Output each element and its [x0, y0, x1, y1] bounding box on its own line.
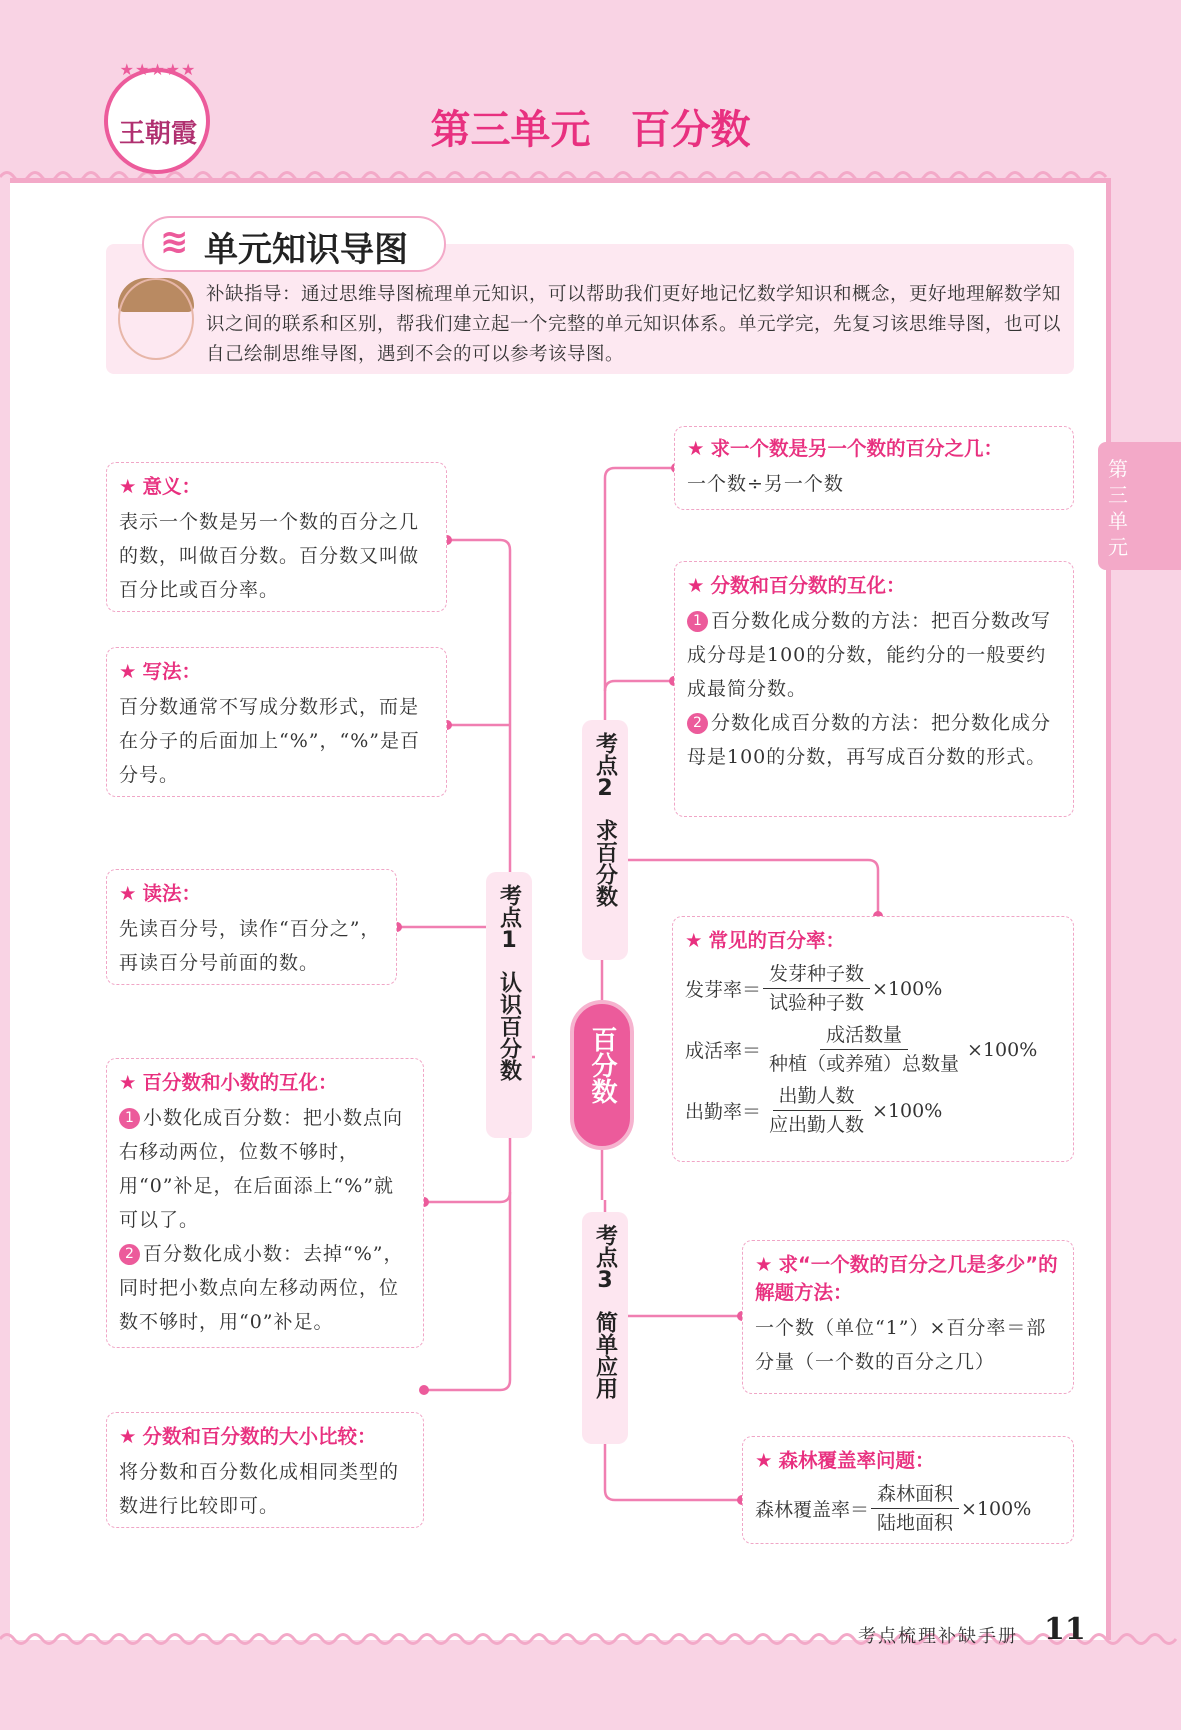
forest-coverage-formula [755, 1481, 1061, 1536]
meaning-body: 表示一个数是另一个数的百分之几的数，叫做百分数。百分数又叫做百分比或百分率。 [119, 511, 420, 601]
star-icon: ★ [119, 882, 137, 905]
method-box [742, 1240, 1074, 1394]
fraction-conversion-box [674, 561, 1074, 817]
numerator: 发芽种子数 [763, 961, 870, 989]
number-badge-1: 1 [687, 611, 708, 632]
kaodian-1-num: 1 [501, 928, 517, 953]
star-icon: ★ [687, 574, 705, 597]
page-title: 第三单元 百分数 [430, 107, 751, 153]
kaodian-3-label: 考点 [592, 1224, 618, 1268]
kaodian-2-topic: 求百分数 [592, 819, 618, 907]
method-body: 一个数（单位“1”）×百分率＝部分量（一个数的百分之几） [755, 1317, 1047, 1373]
fraction-point-1: 百分数化成分数的方法：把百分数改写成分母是100的分数，能约分的一般要约成最简分数。 [687, 610, 1052, 700]
formula-name: 森林覆盖率＝ [755, 1499, 870, 1521]
kaodian-3-node[interactable] [582, 1212, 628, 1444]
rates-title: 常见的百分率： [708, 929, 845, 952]
number-badge-1: 1 [119, 1108, 140, 1129]
formula-tail: ×100% [872, 1099, 943, 1122]
center-node[interactable] [570, 1000, 634, 1150]
kaodian-3-topic: 简单应用 [592, 1311, 618, 1399]
intro-text: 补缺指导：通过思维导图梳理单元知识，可以帮助我们更好地记忆数学知识和概念，更好地理解数学知识之间的联系和区别，帮我们建立起一个完整的单元知识体系。单元学完，先复习该思维导图，也可以自己绘制思维导图，遇到不会的可以参考该导图。 [206, 284, 1062, 365]
kaodian-2-label: 考点 [592, 732, 618, 776]
center-node-label: 百分数 [587, 1026, 617, 1104]
meaning-box [106, 462, 447, 612]
writing-box [106, 647, 447, 797]
decimal-conversion-box [106, 1058, 424, 1348]
ratio-title: 求一个数是另一个数的百分之几： [710, 437, 1003, 460]
method-title: 求“一个数的百分之几是多少”的解题方法： [755, 1253, 1058, 1304]
denominator: 陆地面积 [877, 1512, 954, 1534]
star-icon: ★ [687, 437, 705, 460]
reading-box [106, 869, 397, 985]
fraction-title: 分数和百分数的互化： [710, 574, 906, 597]
star-icon: ★ [119, 660, 137, 683]
logo-name: 王朝霞 [118, 119, 197, 149]
star-icon: ★ [755, 1253, 773, 1276]
reading-title: 读法： [142, 882, 201, 905]
star-icon: ★ [119, 475, 137, 498]
germination-rate-formula [685, 961, 1061, 1016]
numerator: 成活数量 [820, 1022, 908, 1050]
compare-box [106, 1412, 424, 1528]
wave-lines-icon: ≋ [160, 222, 189, 262]
logo-stars-icon: ★★★★★ [119, 60, 197, 79]
fraction-point-2: 分数化成百分数的方法：把分数化成分母是100的分数，再写成百分数的形式。 [687, 712, 1052, 768]
kaodian-2-node[interactable] [582, 720, 628, 960]
kaodian-2-num: 2 [597, 776, 613, 801]
fraction [763, 1083, 870, 1138]
fraction [871, 1481, 959, 1536]
decimal-title: 百分数和小数的互化： [142, 1071, 338, 1094]
kaodian-1-label: 考点 [496, 884, 522, 928]
decimal-point-2: 百分数化成小数：去掉“%”，同时把小数点向左移动两位，位数不够时，用“0”补足。 [119, 1243, 404, 1333]
reading-body: 先读百分号，读作“百分之”，再读百分号前面的数。 [119, 918, 381, 974]
formula-name: 出勤率＝ [685, 1101, 762, 1123]
formula-name: 成活率＝ [685, 1040, 762, 1062]
formula-tail: ×100% [967, 1038, 1038, 1061]
ratio-box [674, 426, 1074, 510]
page-number: 11 [1044, 1612, 1086, 1647]
star-icon: ★ [119, 1071, 137, 1094]
number-badge-2: 2 [119, 1244, 140, 1265]
footer-book-title: 考点梳理补缺手册 [858, 1626, 1018, 1647]
unit-side-tab-label: 第三单元 [1108, 457, 1128, 559]
denominator: 应出勤人数 [769, 1114, 865, 1136]
attendance-rate-formula [685, 1083, 1061, 1138]
kaodian-3-num: 3 [597, 1268, 613, 1293]
star-icon: ★ [119, 1425, 137, 1448]
star-icon: ★ [685, 929, 703, 952]
numerator: 出勤人数 [773, 1083, 861, 1111]
meaning-title: 意义： [142, 475, 201, 498]
kaodian-1-topic: 认识百分数 [496, 971, 522, 1081]
denominator: 试验种子数 [769, 992, 865, 1014]
numerator: 森林面积 [871, 1481, 959, 1509]
compare-title: 分数和百分数的大小比较： [142, 1425, 377, 1448]
formula-name: 发芽率＝ [685, 979, 762, 1001]
survival-rate-formula [685, 1022, 1061, 1077]
compare-body: 将分数和百分数化成相同类型的数进行比较即可。 [119, 1461, 400, 1517]
formula-tail: ×100% [961, 1497, 1032, 1520]
fraction [763, 1022, 965, 1077]
writing-title: 写法： [142, 660, 201, 683]
kaodian-1-node[interactable] [486, 872, 532, 1138]
common-rates-box [672, 916, 1074, 1162]
decimal-point-1: 小数化成百分数：把小数点向右移动两位，位数不够时，用“0”补足，在后面添上“%”就可以了。 [119, 1107, 404, 1231]
section-title: 单元知识导图 [204, 230, 408, 270]
writing-body: 百分数通常不写成分数形式，而是在分子的后面加上“%”，“%”是百分号。 [119, 696, 420, 786]
denominator: 种植（或养殖）总数量 [769, 1053, 960, 1075]
forest-coverage-box [742, 1436, 1074, 1544]
forest-title: 森林覆盖率问题： [778, 1449, 935, 1472]
ratio-body: 一个数÷另一个数 [687, 473, 844, 495]
number-badge-2: 2 [687, 713, 708, 734]
formula-tail: ×100% [872, 977, 943, 1000]
star-icon: ★ [755, 1449, 773, 1472]
fraction [763, 961, 870, 1016]
